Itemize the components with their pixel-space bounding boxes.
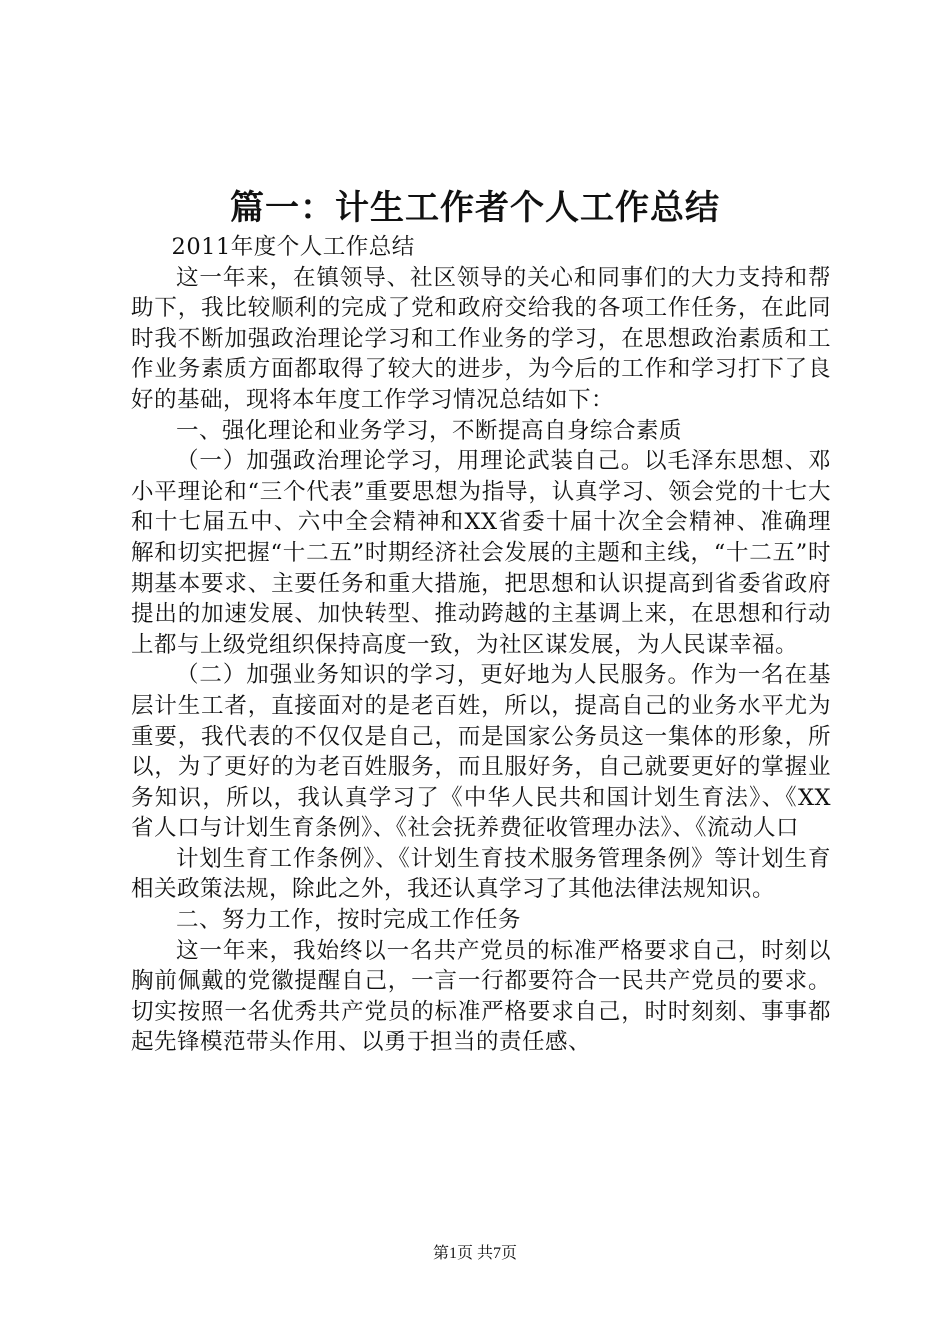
document-title: 篇一：计生工作者个人工作总结: [230, 188, 720, 228]
paragraph-business-study-continued: 计划生育工作条例》、《计划生育技术服务管理条例》等计划生育相关政策法规，除此之外，我还认真学习了其他法律法规知识。: [131, 845, 831, 903]
paragraph-section-2-heading: 二、努力工作，按时完成工作任务: [176, 907, 522, 934]
paragraph-work-effort: 这一年来，我始终以一名共产党员的标准严格要求自己，时刻以胸前佩戴的党徽提醒自己，一言一行都要符合一民共产党员的要求。切实按照一名优秀共产党员的标准严格要求自己，时时刻刻、事事都起先锋模范带头作用、以勇于担当的责任感、: [131, 937, 831, 1056]
page-number-footer: 第1页 共7页: [432, 1245, 517, 1262]
paragraph-political-study: （一）加强政治理论学习，用理论武装自己。以毛泽东思想、邓小平理论和“三个代表”重要思想为指导，认真学习、领会党的十七大和十七届五中、六中全会精神和XX省委十届十次全会精神、准确理解和切实把握“十二五”时期经济社会发展的主题和主线，“十二五”时期基本要求、主要任务和重大措施，把思想和认识提高到省委省政府提出的加速发展、加快转型、推动跨越的主基调上来，在思想和行动上都与上级党组织保持高度一致，为社区谋发展，为人民谋幸福。: [131, 448, 831, 658]
document-body: [131, 232, 831, 1058]
paragraph-business-study: （二）加强业务知识的学习，更好地为人民服务。作为一名在基层计生工者，直接面对的是老百姓，所以，提高自己的业务水平尤为重要，我代表的不仅仅是自己，而是国家公务员这一集体的形象，所以，为了更好的为老百姓服务，而且服好务，自己就要更好的掌握业务知识，所以，我认真学习了《中华人民共和国计划生育法》、《XX省人口与计划生育条例》、《社会抚养费征收管理办法》、《流动人口: [131, 662, 831, 842]
paragraph-year-summary-heading: 2011年度个人工作总结: [171, 234, 415, 260]
paragraph-section-1-heading: 一、强化理论和业务学习，不断提高自身综合素质: [176, 417, 683, 444]
paragraph-intro: 这一年来，在镇领导、社区领导的关心和同事们的大力支持和帮助下，我比较顺利的完成了党和政府交给我的各项工作任务，在此同时我不断加强政治理论学习和工作业务的学习，在思想政治素质和工作业务素质方面都取得了较大的进步，为今后的工作和学习打下了良好的基础，现将本年度工作学习情况总结如下：: [131, 264, 831, 413]
